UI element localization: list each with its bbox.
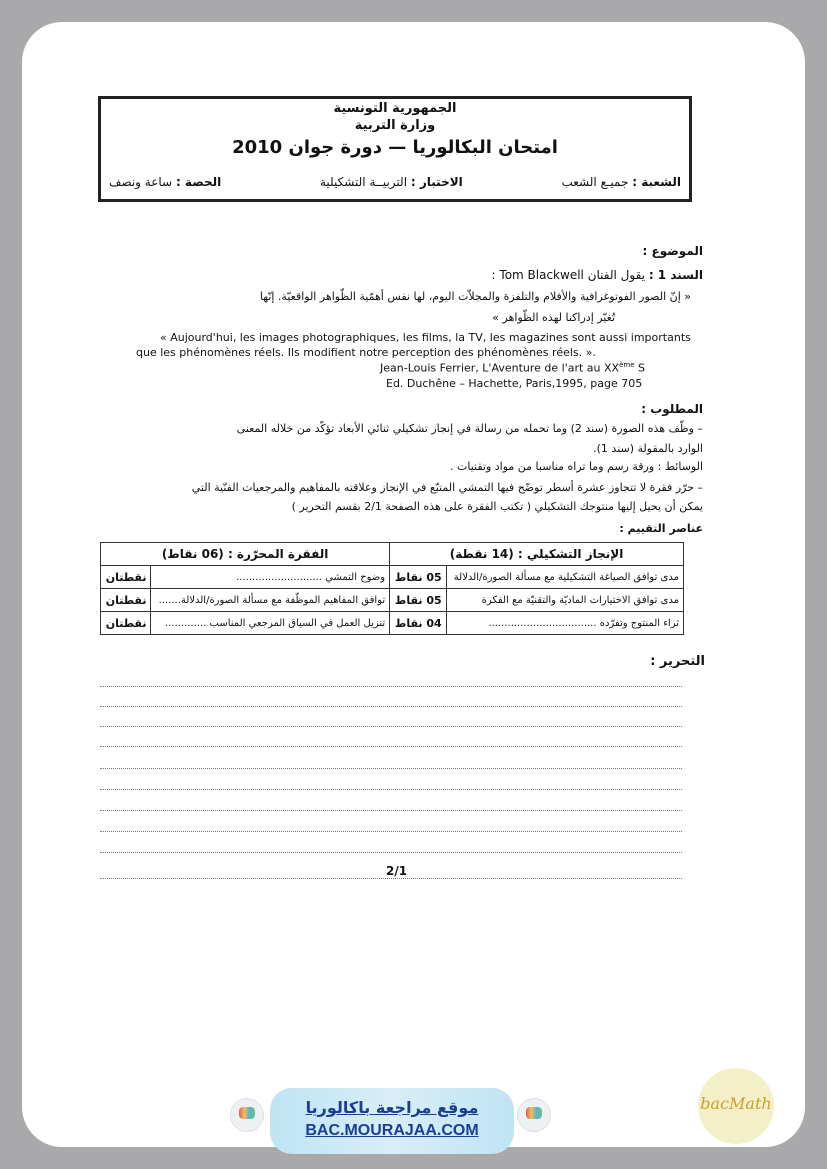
evaluation-table: [100, 542, 684, 635]
criterion-text: وضوح التمشي ...........................: [151, 566, 390, 589]
session-info: الحصة : ساعة ونصف: [109, 175, 222, 189]
table-row: [101, 566, 684, 589]
writing-line: [100, 852, 682, 853]
source-line-2: Ed. Duchêne – Hachette, Paris,1995, page 705: [386, 377, 643, 390]
writing-line: [100, 686, 682, 687]
col-header-paragraph: الفقرة المحرّرة : (06 نقاط): [101, 543, 390, 566]
criterion-points: نقطتان: [101, 589, 151, 612]
exam-title: امتحان البكالوريا — دورة جوان 2010: [232, 137, 558, 158]
table-row: [101, 589, 684, 612]
quote-arabic-line-2: تُغيّر إدراكنا لهذه الظّواهر »: [492, 311, 615, 324]
quote-french-line-1: « Aujourd'hui, les images photographiques, les films, la TV, les magazines sont aussi importants: [160, 331, 691, 344]
writing-line: [100, 831, 682, 832]
criterion-text: تنزيل العمل في السياق المرجعي المناسب .............: [151, 612, 390, 635]
exam-info-row: [101, 175, 689, 189]
criterion-points: 04 نقاط: [390, 612, 447, 635]
site-name[interactable]: موقع مراجعة باكالوريا: [305, 1098, 479, 1117]
required-heading: المطلوب :: [641, 402, 703, 416]
col-header-artwork: الإنجاز التشكيلي : (14 نقطة): [390, 543, 684, 566]
site-logo-icon: [517, 1098, 551, 1132]
quote-french-line-2: que les phénomènes réels. Ils modifient notre perception des phénomènes réels. ».: [136, 346, 596, 359]
site-logo-icon: [230, 1098, 264, 1132]
doc1-line: السند 1 : يقول الفنان Tom Blackwell :: [491, 268, 703, 282]
writing-line: [100, 706, 682, 707]
page-number: 2/1: [386, 864, 408, 878]
criterion-points: نقطتان: [101, 612, 151, 635]
required-materials: الوسائط : ورقة رسم وما تراه مناسبا من مواد وتقنيات .: [450, 460, 703, 473]
evaluation-heading: عناصر التقييم :: [619, 522, 703, 535]
source-line-1: Jean-Louis Ferrier, L'Aventure de l'art au XXème S: [380, 361, 646, 375]
writing-line: [100, 878, 682, 879]
writing-line: [100, 768, 682, 769]
evaluation-table-header: [101, 543, 684, 566]
bacmath-watermark-logo: bacMath: [698, 1068, 774, 1144]
criterion-points: 05 نقاط: [390, 589, 447, 612]
required-item-2-line-2: يمكن أن يحيل إليها منتوجك التشكيلي ( تكتب الفقرة على هذه الصفحة 2/1 بقسم التحرير ): [291, 500, 703, 513]
writing-line: [100, 726, 682, 727]
writing-line: [100, 746, 682, 747]
criterion-text: ثراء المنتوج وتفرّده ..................................: [446, 612, 683, 635]
criterion-text: مدى توافق الاختيارات الماديّة والتقنيّة مع الفكرة: [446, 589, 683, 612]
site-url-link[interactable]: BAC.MOURAJAA.COM: [305, 1122, 479, 1139]
topic-heading: الموضوع :: [642, 244, 703, 258]
table-row: [101, 612, 684, 635]
criterion-text: مدى توافق الصياغة التشكيلية مع مسألة الصورة/الدلالة: [446, 566, 683, 589]
required-item-1-line-1: – وظّف هذه الصورة (سند 2) وما تحمله من رسالة في إنجاز تشكيلي ثنائي الأبعاد تؤكّد من خلاله المعنى: [236, 422, 703, 435]
criterion-points: 05 نقاط: [390, 566, 447, 589]
quote-arabic-line-1: « إنّ الصور الفوتوغرافية والأفلام والتلفزة والمجلاّت اليوم، لها نفس أهمّية الظّواهر الواقعيّة. إنّها: [259, 290, 691, 303]
required-item-1-line-2: الوارد بالمقولة (سند 1).: [593, 442, 703, 455]
branch-info: الشعبة : جميـع الشعب: [561, 175, 681, 189]
republic-title: الجمهورية التونسية: [333, 101, 457, 116]
exam-header: [98, 96, 692, 202]
criterion-points: نقطتان: [101, 566, 151, 589]
writing-line: [100, 789, 682, 790]
writing-line: [100, 810, 682, 811]
writing-heading: التحرير :: [650, 654, 705, 669]
required-item-2-line-1: – حرّر فقرة لا تتجاوز عشرة أسطر توضّح فيها التمشي المتبّع في الإنجاز وعلاقته بالمفاهيم والمرجعيات الفنّية التي: [191, 481, 703, 494]
ministry-title: وزارة التربية: [354, 118, 436, 133]
criterion-text: توافق المفاهيم الموظّفة مع مسألة الصورة/الدلالة.......: [151, 589, 390, 612]
subject-info: الاختبار : التربيــة التشكيلية: [319, 175, 463, 189]
site-banner[interactable]: [270, 1088, 514, 1154]
